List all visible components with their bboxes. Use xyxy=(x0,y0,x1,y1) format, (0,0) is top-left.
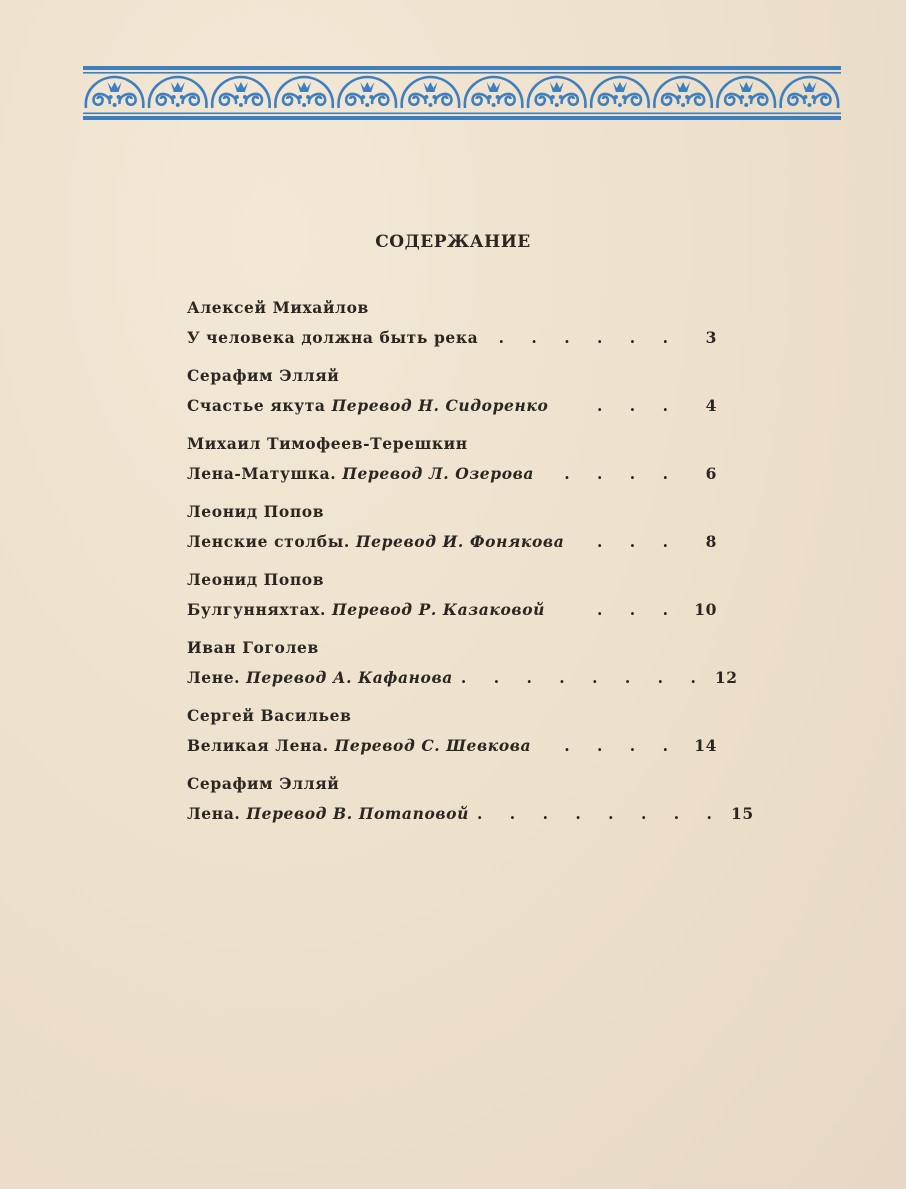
toc-entry xyxy=(187,705,717,773)
page-number: 10 xyxy=(694,600,717,619)
toc-entry xyxy=(187,637,738,705)
author-name: Михаил Тимофеев-Терешкин xyxy=(187,434,468,453)
toc-entry xyxy=(187,501,717,569)
dot-leader: . . . xyxy=(597,600,679,619)
dot-leader: . . . . xyxy=(564,736,679,755)
work-title: Булгунняхтах. xyxy=(187,600,326,619)
ornament-border-icon xyxy=(83,64,841,122)
toc-line xyxy=(187,599,717,621)
toc-entry xyxy=(187,365,717,433)
page-number: 6 xyxy=(705,464,717,483)
dot-leader: . . . . . . . . xyxy=(460,668,707,687)
dot-leader: . . . xyxy=(597,532,679,551)
work-title: Лена-Матушка. xyxy=(187,464,337,483)
ornament-motif xyxy=(275,77,332,108)
page-number: 4 xyxy=(705,396,717,415)
translator: Перевод И. Фонякова xyxy=(355,532,565,551)
ornament-motif xyxy=(528,77,585,108)
translator: Перевод В. Потаповой xyxy=(246,804,469,823)
page-number: 8 xyxy=(705,532,717,551)
toc-line xyxy=(187,667,738,689)
table-of-contents xyxy=(187,297,754,841)
toc-line xyxy=(187,463,717,485)
page-number: 3 xyxy=(705,328,717,347)
author-name: Алексей Михайлов xyxy=(187,298,369,317)
page-number: 15 xyxy=(730,804,754,823)
author-name: Леонид Попов xyxy=(187,570,325,589)
translator: Перевод Н. Сидоренко xyxy=(331,396,549,415)
toc-entry xyxy=(187,569,717,637)
toc-entry xyxy=(187,297,717,365)
translator: Перевод Р. Казаковой xyxy=(331,600,546,619)
ornament-motif xyxy=(402,77,459,108)
ornament-motif xyxy=(781,77,838,108)
work-title: Лена. xyxy=(187,804,241,823)
work-title: Лене. xyxy=(187,668,241,687)
page-title: СОДЕРЖАНИЕ xyxy=(375,232,531,252)
toc-line xyxy=(187,327,717,349)
toc-line xyxy=(187,803,754,825)
work-title: Ленские столбы. xyxy=(187,532,350,551)
dot-leader: . . . . . . xyxy=(498,328,679,347)
work-title: Великая Лена. xyxy=(187,736,329,755)
ornament-motif xyxy=(339,77,396,108)
dot-leader: . . . . . . . . xyxy=(476,804,723,823)
dot-leader: . . . . xyxy=(564,464,679,483)
ornament-motif xyxy=(654,77,711,108)
dot-leader: . . . xyxy=(597,396,679,415)
author-name: Серафим Элляй xyxy=(187,774,340,793)
translator: Перевод А. Кафанова xyxy=(246,668,453,687)
translator: Перевод Л. Озерова xyxy=(342,464,535,483)
page-number: 14 xyxy=(694,736,717,755)
work-title: Счастье якута xyxy=(187,396,326,415)
author-name: Сергей Васильев xyxy=(187,706,352,725)
ornament-motif xyxy=(212,77,269,108)
ornament-motif xyxy=(149,77,206,108)
toc-entry xyxy=(187,773,754,841)
toc-line xyxy=(187,735,717,757)
ornament-motif xyxy=(718,77,775,108)
translator: Перевод С. Шевкова xyxy=(334,736,532,755)
toc-entry xyxy=(187,433,717,501)
toc-line xyxy=(187,531,717,553)
toc-line xyxy=(187,395,717,417)
page-number: 12 xyxy=(714,668,738,687)
ornament-motif xyxy=(591,77,648,108)
author-name: Леонид Попов xyxy=(187,502,325,521)
author-name: Серафим Элляй xyxy=(187,366,340,385)
author-name: Иван Гоголев xyxy=(187,638,319,657)
ornament-motif xyxy=(86,77,143,108)
work-title: У человека должна быть река xyxy=(187,328,479,347)
ornament-motif xyxy=(465,77,522,108)
